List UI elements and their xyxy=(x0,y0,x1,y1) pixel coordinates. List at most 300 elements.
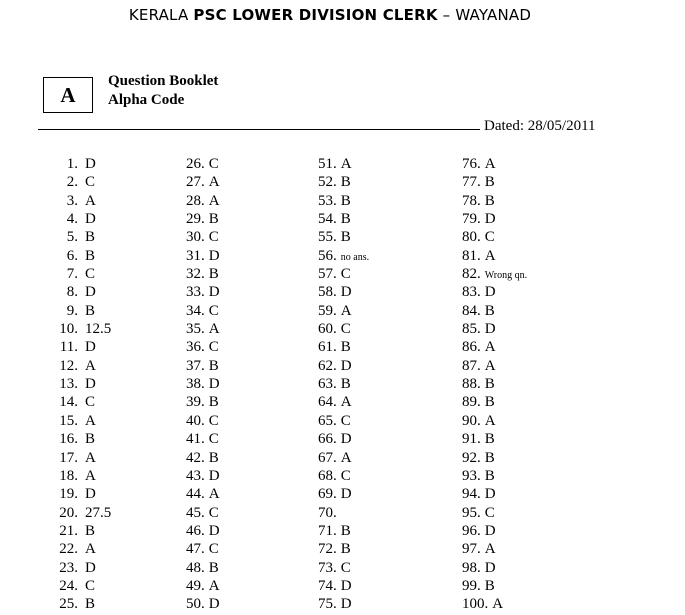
question-number: 10. xyxy=(59,321,78,338)
question-number: 97. xyxy=(462,541,481,558)
answer-value: B xyxy=(484,467,495,484)
question-number: 85. xyxy=(462,321,481,338)
answer-row xyxy=(318,283,369,301)
answer-row xyxy=(318,375,369,393)
answer-row xyxy=(186,540,220,558)
answer-value: D xyxy=(85,211,96,228)
question-number: 21. xyxy=(59,522,78,539)
answer-row xyxy=(52,283,111,301)
answer-row xyxy=(52,210,111,228)
answer-value: B xyxy=(484,192,495,209)
answer-value: C xyxy=(340,467,351,484)
answer-row xyxy=(186,393,220,411)
answer-value: A xyxy=(85,357,96,374)
answer-row xyxy=(52,155,111,173)
answer-value: B xyxy=(208,394,219,411)
question-number: 50. xyxy=(186,596,205,613)
question-number: 56. xyxy=(318,247,337,264)
answer-value: A xyxy=(208,321,220,338)
question-number: 53. xyxy=(318,192,337,209)
answer-row xyxy=(318,228,369,246)
answer-row xyxy=(186,192,220,210)
answer-row xyxy=(186,320,220,338)
answer-value: A xyxy=(85,541,96,558)
question-number: 28. xyxy=(186,192,205,209)
answer-value: D xyxy=(340,431,352,448)
answer-row xyxy=(52,173,111,191)
title-bold: PSC LOWER DIVISION CLERK xyxy=(193,6,438,24)
question-number: 70. xyxy=(318,504,337,521)
question-number: 4. xyxy=(66,211,78,228)
answer-row xyxy=(186,522,220,540)
answer-row xyxy=(186,412,220,430)
question-number: 84. xyxy=(462,302,481,319)
question-number: 14. xyxy=(59,394,78,411)
answer-value: C xyxy=(340,559,351,576)
answer-value: A xyxy=(340,449,352,466)
answer-value: C xyxy=(208,339,219,356)
answer-value: B xyxy=(340,174,351,191)
answer-row xyxy=(52,192,111,210)
question-number: 39. xyxy=(186,394,205,411)
question-number: 16. xyxy=(59,431,78,448)
question-number: 30. xyxy=(186,229,205,246)
answer-row xyxy=(186,210,220,228)
question-number: 15. xyxy=(59,412,78,429)
answer-value: Wrong qn. xyxy=(484,270,528,282)
question-number: 3. xyxy=(66,192,78,209)
question-number: 72. xyxy=(318,541,337,558)
question-number: 75. xyxy=(318,596,337,613)
answer-row xyxy=(462,449,527,467)
answer-row xyxy=(186,375,220,393)
question-number: 78. xyxy=(462,192,481,209)
answer-row xyxy=(318,595,369,613)
answer-row xyxy=(318,210,369,228)
question-number: 13. xyxy=(59,376,78,393)
answer-row xyxy=(52,559,111,577)
answer-row xyxy=(462,485,527,503)
answer-value: C xyxy=(85,174,96,191)
answer-row xyxy=(186,173,220,191)
answer-value: B xyxy=(85,302,96,319)
question-number: 57. xyxy=(318,266,337,283)
question-number: 60. xyxy=(318,321,337,338)
answer-row xyxy=(318,430,369,448)
answer-value: B xyxy=(340,211,351,228)
question-number: 92. xyxy=(462,449,481,466)
question-number: 88. xyxy=(462,376,481,393)
question-number: 18. xyxy=(59,467,78,484)
answer-row xyxy=(318,265,369,283)
question-number: 24. xyxy=(59,577,78,594)
answer-value: A xyxy=(340,156,352,172)
answer-row xyxy=(186,302,220,320)
question-number: 17. xyxy=(59,449,78,466)
question-number: 62. xyxy=(318,357,337,374)
answer-value: B xyxy=(208,266,219,283)
answer-value: C xyxy=(208,412,219,429)
answer-row xyxy=(462,173,527,191)
answer-value: D xyxy=(340,577,352,594)
question-number: 51. xyxy=(318,156,337,172)
answer-value: A xyxy=(484,247,496,264)
question-number: 83. xyxy=(462,284,481,301)
answer-row xyxy=(462,338,527,356)
answer-value: A xyxy=(208,174,220,191)
answer-value: A xyxy=(85,192,96,209)
answer-value: A xyxy=(340,302,352,319)
answer-value: C xyxy=(208,541,219,558)
answer-value: C xyxy=(340,266,351,283)
question-number: 100. xyxy=(462,596,489,613)
divider-line xyxy=(38,129,480,130)
answer-value: D xyxy=(484,321,496,338)
answer-value: B xyxy=(85,431,96,448)
answer-value: A xyxy=(85,449,96,466)
answer-value: B xyxy=(208,211,219,228)
answer-value: D xyxy=(208,522,220,539)
answer-row xyxy=(52,430,111,448)
answer-value: D xyxy=(85,559,96,576)
answer-value: D xyxy=(208,467,220,484)
answer-value: A xyxy=(208,577,220,594)
question-number: 12. xyxy=(59,357,78,374)
answer-row xyxy=(318,192,369,210)
answer-value: A xyxy=(492,596,504,613)
answer-row xyxy=(318,173,369,191)
answer-row xyxy=(52,522,111,540)
answer-value: D xyxy=(85,486,96,503)
question-number: 71. xyxy=(318,522,337,539)
answer-column-1 xyxy=(52,155,111,614)
answer-row xyxy=(462,577,527,595)
answer-value: A xyxy=(484,156,496,172)
answer-row xyxy=(186,485,220,503)
question-number: 6. xyxy=(66,247,78,264)
question-number: 99. xyxy=(462,577,481,594)
answer-value: A xyxy=(85,412,96,429)
question-number: 87. xyxy=(462,357,481,374)
answer-row xyxy=(462,467,527,485)
question-number: 45. xyxy=(186,504,205,521)
answer-row xyxy=(186,265,220,283)
alpha-code-box xyxy=(43,77,93,113)
date-text: Dated: 28/05/2011 xyxy=(484,118,596,134)
question-number: 80. xyxy=(462,229,481,246)
answer-row xyxy=(462,155,527,173)
answer-row xyxy=(318,155,369,173)
answer-value: C xyxy=(340,321,351,338)
answer-value: 12.5 xyxy=(85,321,112,338)
answer-value: C xyxy=(85,577,96,594)
answer-value: A xyxy=(208,192,220,209)
answer-row xyxy=(52,320,111,338)
alpha-code: A xyxy=(60,82,76,107)
answer-value: B xyxy=(484,174,495,191)
question-number: 86. xyxy=(462,339,481,356)
answer-row xyxy=(318,338,369,356)
question-number: 61. xyxy=(318,339,337,356)
answer-value: D xyxy=(208,247,220,264)
answer-row xyxy=(318,522,369,540)
question-number: 63. xyxy=(318,376,337,393)
answer-value: D xyxy=(484,559,496,576)
question-number: 52. xyxy=(318,174,337,191)
answer-row xyxy=(52,485,111,503)
answer-value: D xyxy=(85,156,96,172)
answer-row xyxy=(52,393,111,411)
answer-row xyxy=(52,228,111,246)
answer-row xyxy=(52,449,111,467)
answer-value: B xyxy=(340,376,351,393)
answer-row xyxy=(318,449,369,467)
question-number: 31. xyxy=(186,247,205,264)
answer-row xyxy=(318,540,369,558)
question-booklet-label: Question Booklet xyxy=(108,73,219,89)
answer-value: A xyxy=(484,412,496,429)
question-number: 29. xyxy=(186,211,205,228)
answer-value: D xyxy=(208,596,220,613)
question-number: 58. xyxy=(318,284,337,301)
question-number: 1. xyxy=(66,156,78,172)
question-number: 93. xyxy=(462,467,481,484)
answer-value: B xyxy=(85,247,96,264)
answer-value: D xyxy=(484,284,496,301)
answer-row xyxy=(318,559,369,577)
answer-value: B xyxy=(484,449,495,466)
answer-row xyxy=(186,467,220,485)
answer-value: D xyxy=(340,486,352,503)
question-number: 11. xyxy=(59,339,78,356)
question-number: 64. xyxy=(318,394,337,411)
answer-row xyxy=(462,430,527,448)
question-number: 23. xyxy=(59,559,78,576)
answer-row xyxy=(318,485,369,503)
answer-row xyxy=(52,375,111,393)
answer-row xyxy=(462,210,527,228)
answer-row xyxy=(52,540,111,558)
answer-row xyxy=(186,338,220,356)
answer-value: D xyxy=(484,211,496,228)
question-number: 34. xyxy=(186,302,205,319)
question-number: 2. xyxy=(66,174,78,191)
answer-row xyxy=(186,504,220,522)
answer-row xyxy=(186,595,220,613)
answer-row xyxy=(462,504,527,522)
question-number: 37. xyxy=(186,357,205,374)
answer-value: D xyxy=(340,596,352,613)
question-number: 46. xyxy=(186,522,205,539)
answer-value: C xyxy=(208,156,219,172)
answer-row xyxy=(318,467,369,485)
answer-value: A xyxy=(208,486,220,503)
question-number: 44. xyxy=(186,486,205,503)
answer-row xyxy=(462,375,527,393)
answer-value: B xyxy=(208,559,219,576)
question-number: 66. xyxy=(318,431,337,448)
answer-value: B xyxy=(85,229,96,246)
answer-value: C xyxy=(340,412,351,429)
answer-row xyxy=(462,302,527,320)
question-number: 43. xyxy=(186,467,205,484)
answer-row xyxy=(186,559,220,577)
answer-value: D xyxy=(340,284,352,301)
question-number: 7. xyxy=(66,266,78,283)
answer-value: C xyxy=(208,302,219,319)
question-number: 65. xyxy=(318,412,337,429)
answer-value: D xyxy=(484,522,496,539)
answer-value: D xyxy=(85,376,96,393)
question-number: 79. xyxy=(462,211,481,228)
question-number: 9. xyxy=(66,302,78,319)
answer-value: B xyxy=(340,541,351,558)
answer-value: C xyxy=(484,504,495,521)
answer-row xyxy=(52,302,111,320)
question-number: 94. xyxy=(462,486,481,503)
question-number: 33. xyxy=(186,284,205,301)
answer-value: A xyxy=(484,357,496,374)
question-number: 69. xyxy=(318,486,337,503)
answer-value: A xyxy=(85,467,96,484)
page-title xyxy=(0,6,660,24)
answer-row xyxy=(186,247,220,265)
question-number: 98. xyxy=(462,559,481,576)
answer-row xyxy=(318,357,369,375)
question-number: 91. xyxy=(462,431,481,448)
answer-value: C xyxy=(484,229,495,246)
question-number: 48. xyxy=(186,559,205,576)
answer-value: B xyxy=(484,302,495,319)
answer-value: B xyxy=(85,596,96,613)
answer-value: D xyxy=(208,284,220,301)
question-number: 67. xyxy=(318,449,337,466)
answer-row xyxy=(186,228,220,246)
question-number: 22. xyxy=(59,541,78,558)
answer-row xyxy=(52,265,111,283)
answer-row xyxy=(52,504,111,522)
answer-value: B xyxy=(340,229,351,246)
answer-row xyxy=(462,265,527,283)
answer-value: 27.5 xyxy=(85,504,112,521)
question-number: 42. xyxy=(186,449,205,466)
question-number: 35. xyxy=(186,321,205,338)
question-number: 96. xyxy=(462,522,481,539)
answer-value: B xyxy=(340,192,351,209)
answer-value: C xyxy=(208,431,219,448)
answer-value: D xyxy=(85,284,96,301)
question-number: 5. xyxy=(66,229,78,246)
answer-row xyxy=(186,577,220,595)
answer-row xyxy=(462,320,527,338)
answer-value: C xyxy=(208,504,219,521)
answer-row xyxy=(462,540,527,558)
question-number: 82. xyxy=(462,266,481,283)
answer-row xyxy=(462,595,527,613)
answer-value: A xyxy=(340,394,352,411)
answer-row xyxy=(462,393,527,411)
question-number: 8. xyxy=(66,284,78,301)
question-number: 25. xyxy=(59,596,78,613)
answer-row xyxy=(52,247,111,265)
question-number: 32. xyxy=(186,266,205,283)
answer-value: C xyxy=(208,229,219,246)
answer-column-4 xyxy=(462,155,527,614)
question-number: 59. xyxy=(318,302,337,319)
answer-value: B xyxy=(340,339,351,356)
answer-row xyxy=(462,412,527,430)
answer-row xyxy=(186,357,220,375)
answer-value: no ans. xyxy=(340,251,370,263)
answer-row xyxy=(52,357,111,375)
answer-row xyxy=(318,504,369,522)
answer-row xyxy=(186,155,220,173)
question-number: 20. xyxy=(59,504,78,521)
answer-value: B xyxy=(340,522,351,539)
answer-row xyxy=(318,577,369,595)
answer-row xyxy=(318,320,369,338)
answer-column-3 xyxy=(318,155,369,614)
answer-row xyxy=(186,283,220,301)
answer-value: B xyxy=(208,357,219,374)
answer-row xyxy=(462,522,527,540)
answer-row xyxy=(462,228,527,246)
answer-row xyxy=(318,247,369,265)
answer-row xyxy=(462,247,527,265)
answer-row xyxy=(186,449,220,467)
answer-value: A xyxy=(484,339,496,356)
question-number: 76. xyxy=(462,156,481,172)
answer-value: D xyxy=(85,339,96,356)
answer-row xyxy=(462,192,527,210)
question-number: 40. xyxy=(186,412,205,429)
question-number: 77. xyxy=(462,174,481,191)
question-number: 95. xyxy=(462,504,481,521)
question-number: 19. xyxy=(59,486,78,503)
question-number: 27. xyxy=(186,174,205,191)
answer-row xyxy=(52,412,111,430)
question-number: 26. xyxy=(186,156,205,172)
question-number: 55. xyxy=(318,229,337,246)
question-number: 68. xyxy=(318,467,337,484)
question-number: 89. xyxy=(462,394,481,411)
answer-row xyxy=(318,302,369,320)
answer-row xyxy=(52,467,111,485)
answer-column-2 xyxy=(186,155,220,614)
answer-value: B xyxy=(208,449,219,466)
answer-value: B xyxy=(484,376,495,393)
answer-row xyxy=(318,393,369,411)
answer-row xyxy=(52,595,111,613)
answer-value: B xyxy=(484,431,495,448)
answer-row xyxy=(462,283,527,301)
answer-value: C xyxy=(85,266,96,283)
question-number: 90. xyxy=(462,412,481,429)
answer-value: D xyxy=(484,486,496,503)
question-number: 41. xyxy=(186,431,205,448)
answer-value: C xyxy=(85,394,96,411)
answer-value: B xyxy=(484,394,495,411)
answer-row xyxy=(462,559,527,577)
answer-row xyxy=(52,338,111,356)
title-suffix: – WAYANAD xyxy=(437,6,532,24)
answer-row xyxy=(318,412,369,430)
answer-value: B xyxy=(484,577,495,594)
question-number: 74. xyxy=(318,577,337,594)
alpha-code-label: Alpha Code xyxy=(108,92,185,108)
answer-value: D xyxy=(340,357,352,374)
answer-row xyxy=(52,577,111,595)
